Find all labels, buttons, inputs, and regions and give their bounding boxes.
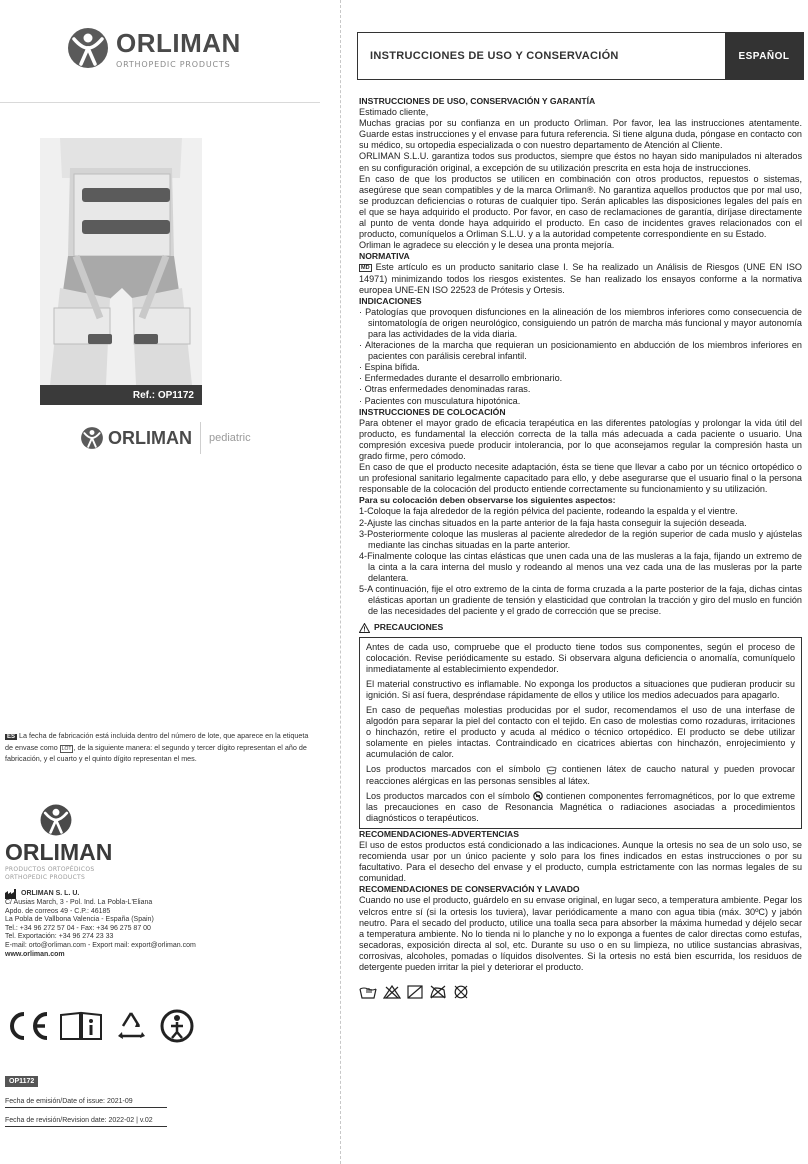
no-dry-clean-icon: [453, 985, 469, 999]
list-item: 4-Finalmente coloque las cintas elásticas que unen cada una de las musleras a la faja, fijando un extremo de la cinta a la cara interna del muslo y rodeando al menos una vez cada una de las musleras por la parte delantera.: [359, 550, 802, 584]
list-item: · Enfermedades durante el desarrollo embrionario.: [359, 373, 802, 384]
revision-date: Fecha de revisión/Revision date: 2022-02 | v.02: [5, 1117, 167, 1127]
no-tumble-dry-icon: [407, 985, 423, 999]
brand-sub-en: ORTHOPEDIC PRODUCTS: [5, 874, 86, 881]
brand-tagline: ORTHOPEDIC PRODUCTS: [116, 59, 231, 69]
phone-line: Tel. Exportación: +34 96 274 23 33: [5, 933, 114, 941]
paragraph: ORLIMAN S.L.U. garantiza todos sus productos, siempre que éstos no hayan sido manipulados ni alterados en su configuración original, a excepción de su utilización prescrita en esta hoja de instrucciones.: [359, 151, 802, 173]
care-symbols: [359, 985, 802, 999]
latex-icon: [546, 766, 557, 775]
section-heading: RECOMENDACIONES DE CONSERVACIÓN Y LAVADO: [359, 884, 580, 895]
paragraph: Para obtener el mayor grado de eficacia terapéutica en las diferentes patologías y prolongar la vida útil del producto, es fundamental la elección correcta de la talla más adecuada a cada paciente o usuario. Una compresión excesiva puede producir intolerancia, por lo que aconsejamos regular la compresión hasta un grado firme, pero cómodo.: [359, 417, 802, 461]
list-item: 5-A continuación, fije el otro extremo de la cinta de forma cruzada a la parte posterior de la faja, dichas cintas elásticas aportan un gradiente de tensión y elasticidad que controlan la tracción y giro del muslo en función de las necesidades del paciente y el grado de corrección que se precise.: [359, 584, 802, 617]
section-heading: PRECAUCIONES: [359, 622, 802, 633]
paragraph: Antes de cada uso, compruebe que el producto tiene todos sus componentes, según el proceso de colocación. Revise periódicamente su estado. Si observara alguna deficiencia o anomalía, comuníquelo inmediatamente al establecimiento expendedor.: [366, 641, 795, 674]
precautions-box: [359, 637, 802, 829]
brand-logo-bottom: [5, 803, 155, 882]
document-header: [357, 32, 804, 80]
pediatric-logo: [80, 422, 251, 454]
list-item: · Espina bífida.: [359, 362, 802, 373]
section-heading: INDICACIONES: [359, 295, 422, 306]
lot-note: ES La fecha de fabricación está incluida dentro del número de lote, que aparece en la etiqueta de envase como LOT , de la siguiente manera: el segundo y tercer dígito representan el año de fabricación, y el cuarto y el quinto dígito representan el mes.: [5, 731, 309, 763]
issue-date: Fecha de emisión/Date of issue: 2021-09: [5, 1098, 167, 1108]
brand-sub-es: PRODUCTOS ORTOPÉDICOS: [5, 866, 95, 873]
list-item: · Patologías que provoquen disfunciones en la alineación de los miembros inferiores como consecuencia de sintomatología de origen neurológico, consiguiendo un patrón de marcha más funcional y mayor autonomía para las actividades de la vida diaria.: [359, 307, 802, 340]
paragraph: En caso de pequeñas molestias producidas por el sudor, recomendamos el uso de una interfase de algodón para separar la piel del contacto con el tejido. En caso de molestias como rozaduras, irritaciones o hinchazón, retire el producto y acuda al médico o técnico ortopédico. El producto se debe utilizar solamente en pieles intactas. Contraindicado en cicatrices abiertas con hinchazón, enrojecimiento y acumulación de calor.: [366, 704, 795, 760]
language-label: ESPAÑOL: [725, 33, 803, 79]
list-item: 2-Ajuste las cinchas situados en la parte anterior de la faja hasta conseguir la sujeción deseada.: [359, 517, 747, 528]
website: www.orliman.com: [5, 950, 65, 958]
medical-device-icon: MD: [361, 265, 370, 271]
address-line: La Pobla de Vallbona Valencia - España (Spain): [5, 916, 154, 924]
paragraph: El uso de estos productos está condicionado a las indicaciones. Aunque la ortesis no sea de un solo uso, se recomienda usar por un único paciente y solo para los fines indicados en estas instrucciones o por su facultativo. Para el desecho del envase y el producto, cumpla estrictamente con las normas legales de su comunidad.: [359, 840, 802, 884]
language-tag: ES: [7, 734, 16, 740]
single-patient-icon: [159, 1008, 195, 1044]
paragraph: El material constructivo es inflamable. No exponga los productos a situaciones que pudieran producir su ignición. Si así fuera, despréndase rápidamente de ellos y utilice los medios adecuados para apagarlo.: [366, 678, 795, 700]
list-item: · Otras enfermedades denominadas raras.: [359, 384, 802, 395]
warning-icon: [359, 623, 370, 633]
list-item: · Alteraciones de la marcha que requieran un posicionamiento en abducción de los miembros inferiores en pacientes con parálisis cerebral infantil.: [359, 340, 802, 362]
mri-unsafe-icon: [533, 791, 543, 801]
product-ref: Ref.: OP1172: [40, 385, 202, 405]
document-title: INSTRUCCIONES DE USO Y CONSERVACIÓN: [370, 50, 619, 62]
indications-list: [359, 307, 802, 407]
list-item: 3-Posteriormente coloque las musleras al paciente alrededor de la región superior de cada muslo y ajústelas mediante las cinchas situadas en la parte anterior.: [359, 528, 802, 550]
section-heading: INSTRUCCIONES DE USO, CONSERVACIÓN Y GARANTÍA: [359, 96, 596, 106]
paragraph: Estimado cliente,: [359, 107, 429, 118]
orliman-figure-icon: [80, 426, 104, 450]
paragraph: MD Este artículo es un producto sanitario clase I. Se ha realizado un Análisis de Riesgos (UNE EN ISO 14971) minimizando todos los riesgos existentes. Se han realizado los ensayos conforme a la normativa europea UNE-EN ISO 22523 de Prótesis y Ortesis.: [359, 262, 802, 295]
paragraph: Orliman le agradece su elección y le desea una pronta mejoría.: [359, 240, 615, 251]
left-column: [0, 0, 320, 1164]
instructions-body: [359, 96, 802, 999]
paragraph: Los productos marcados con el símbolo contienen látex de caucho natural y pueden provocar reacciones alérgicas en las personas sensibles al látex.: [366, 764, 795, 786]
paragraph: En caso de que los productos se utilicen en combinación con otros productos, repuestos o sistemas, asegúrese que sean compatibles y de la marca Orliman®. No garantiza aquellos productos que por mal uso, se produzcan deficiencias o roturas de cualquier tipo. Serán aplicables las disposiciones legales del país en el que se haya adquirido el producto. Por favor, en caso de reclamaciones de garantía, diríjase directamente al punto de venta donde haya adquirido el producto. En caso de incidentes graves relacionados con el producto, comuníquelos a Orliman S.L.U. y a la autoridad competente correspondiente en su Estado.: [359, 173, 802, 240]
phone-line: Tel.: +34 96 272 57 04 - Fax: +34 96 275 87 00: [5, 924, 151, 932]
paragraph: Muchas gracias por su confianza en un producto Orliman. Por favor, lea las instrucciones atentamente. Guarde estas instrucciones y el envase para futura referencia. Si tiene alguna duda, póngase en contacto con su médico, su ortopedia especializada o con nuestro departamento de Atención al Cliente.: [359, 118, 802, 151]
address-line: Apdo. de correos 49 - C.P.: 46185: [5, 907, 111, 915]
recycle-icon: [113, 1010, 149, 1042]
brand-name: ORLIMAN: [5, 839, 113, 865]
hand-wash-icon: [359, 985, 377, 999]
paragraph: Los productos marcados con el símbolo contienen componentes ferromagnéticos, por lo que extreme las precauciones en caso de Resonancia Magnética o radiaciones asociadas a procedimientos diagnósticos o terapéuticos.: [366, 790, 796, 823]
product-photo: [40, 138, 202, 385]
section-heading: INSTRUCCIONES DE COLOCACIÓN: [359, 406, 506, 417]
compliance-symbols: [5, 1008, 195, 1044]
lot-symbol: LOT: [61, 745, 72, 752]
instructions-icon: [59, 1011, 103, 1041]
email-line: E-mail: orto@orliman.com - Export mail: export@orliman.com: [5, 941, 196, 949]
divider: [200, 422, 201, 454]
section-heading: RECOMENDACIONES-ADVERTENCIAS: [359, 828, 519, 839]
divider: [0, 102, 320, 103]
pediatric-brand: ORLIMAN: [108, 427, 192, 448]
no-bleach-icon: [383, 985, 401, 999]
list-item: · Pacientes con musculatura hipotónica.: [359, 396, 802, 407]
company-name: ORLIMAN S. L. U.: [5, 889, 255, 899]
company-address: [5, 889, 255, 959]
orliman-figure-icon: [66, 26, 110, 70]
manufacturer-icon: [5, 889, 17, 899]
list-item: 1-Coloque la faja alrededor de la región pélvica del paciente, rodeando la espalda y el vientre.: [359, 506, 738, 517]
steps-list: [359, 506, 802, 617]
brand-name: ORLIMAN: [116, 27, 241, 58]
paragraph: En caso de que el producto necesite adaptación, ésta se tiene que llevar a cabo por un técnico ortopédico o un profesional sanitario legalmente capacitado para ello, y debe asegurarse que el usuario final o la persona responsable de la colocación del producto entiende correctamente su funcionamiento y su utilización.: [359, 462, 802, 495]
paragraph: Cuando no use el producto, guárdelo en su envase original, en lugar seco, a temperatura ambiente. Pegar los velcros entre sí (si la ortesis los tuviera), lavar periódicamente a mano con agua tibia (máx. 30ºC) y jabón neutro. Para el secado del producto, utilice una toalla seca para absorber la máxima humedad y déjelo secar a temperatura ambiente. No lo tienda ni lo planche y no lo exponga a fuentes de calor directas como estufas, secadoras, exposición directa al sol, etc. Durante su uso o en su limpieza, no utilice sustancias abrasivas, corrosivas, alcoholes, pomadas o líquidos disolventes. Si la ortesis no está bien escurrida, los residuos de detergente pueden irritar la piel y deteriorar el producto.: [359, 895, 802, 973]
section-heading: NORMATIVA: [359, 251, 410, 262]
column-divider: [340, 0, 341, 1164]
section-heading: Para su colocación deben observarse los siguientes aspectos:: [359, 495, 616, 506]
ce-mark-icon: [5, 1011, 49, 1041]
orliman-figure-icon: [37, 803, 75, 837]
brand-logo: [66, 26, 241, 70]
address-line: C/ Ausias March, 3 - Pol. Ind. La Pobla-L'Eliana: [5, 899, 153, 906]
product-code: OP1172: [5, 1076, 38, 1087]
no-iron-icon: [429, 985, 447, 999]
pediatric-label: pediatric: [209, 432, 251, 444]
